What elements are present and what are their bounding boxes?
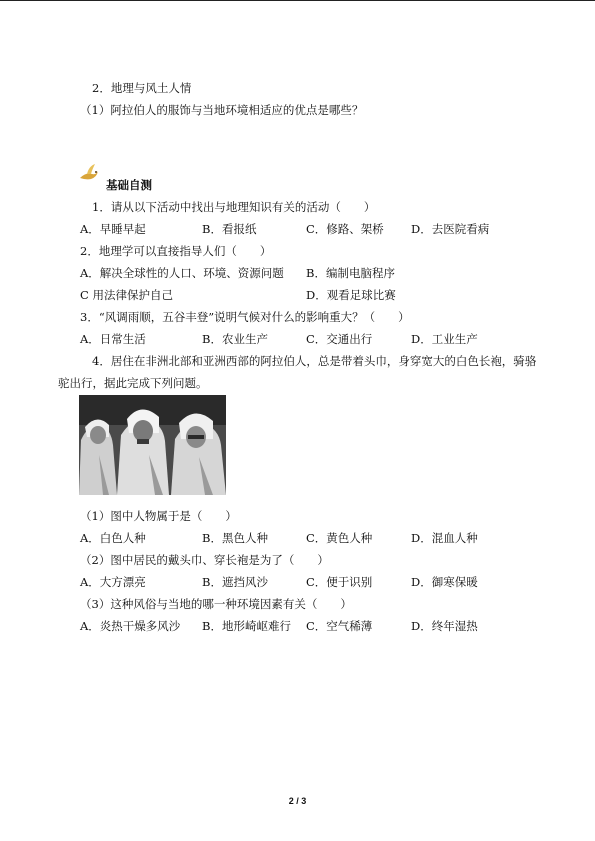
question-4-sub-2-stem: （2）图中居民的戴头巾、穿长袍是为了（ ） [80, 553, 329, 567]
question-4-sub-3-option-c: C．空气稀薄 [306, 619, 373, 633]
question-4-stem-line-2: 驼出行，据此完成下列问题。 [58, 376, 208, 390]
question-4-sub-1-option-b: B．黑色人种 [202, 531, 268, 545]
question-4-sub-3-option-a: A．炎热干燥多风沙 [80, 619, 181, 633]
question-4-sub-2-option-d: D．御寒保暖 [411, 575, 478, 589]
question-4-sub-1-option-a: A．白色人种 [80, 531, 146, 545]
question-1-stem: 1．请从以下活动中找出与地理知识有关的活动（ ） [92, 200, 376, 214]
arab-men-photo [79, 395, 226, 495]
question-4-sub-3-option-d: D．终年湿热 [411, 619, 478, 633]
question-4-sub-3-stem: （3）这种风俗与当地的哪一种环境因素有关（ ） [80, 597, 352, 611]
basic-self-test-heading: 基础自测 [106, 178, 152, 192]
question-4-sub-1-option-d: D．混血人种 [411, 531, 478, 545]
question-1-option-b: B．看报纸 [202, 222, 257, 236]
question-4-stem-line-1: 4．居住在非洲北部和亚洲西部的阿拉伯人，总是带着头巾，身穿宽大的白色长袍，骑骆 [92, 354, 537, 368]
bird-icon [78, 162, 100, 184]
question-1-option-d: D．去医院看病 [411, 222, 490, 236]
question-4-sub-2-option-b: B．遮挡风沙 [202, 575, 268, 589]
section2-question-1: （1）阿拉伯人的服饰与当地环境相适应的优点是哪些？ [80, 103, 364, 117]
question-3-stem: 3．“风调雨顺，五谷丰登”说明气候对什么的影响重大？（ ） [80, 310, 410, 324]
question-2-option-a: A．解决全球性的人口、环境、资源问题 [80, 266, 284, 280]
question-1-option-c: C．修路、架桥 [306, 222, 384, 236]
question-4-sub-1-option-c: C．黄色人种 [306, 531, 373, 545]
question-3-option-a: A．日常生活 [80, 332, 146, 346]
question-2-stem: 2．地理学可以直接指导人们（ ） [80, 244, 272, 258]
section2-title: 2．地理与风土人情 [92, 81, 192, 95]
question-3-option-b: B．农业生产 [202, 332, 268, 346]
header-rule [0, 0, 595, 1]
question-4-sub-2-option-a: A．大方漂亮 [80, 575, 146, 589]
question-2-option-d: D．观看足球比赛 [306, 288, 396, 302]
question-2-option-b: B．编制电脑程序 [306, 266, 395, 280]
question-4-sub-3-option-b: B．地形崎岖难行 [202, 619, 291, 633]
question-1-option-a: A．早睡早起 [80, 222, 146, 236]
question-3-option-d: D．工业生产 [411, 332, 478, 346]
page-number: 2 / 3 [288, 796, 307, 806]
question-3-option-c: C．交通出行 [306, 332, 373, 346]
question-2-option-c: C 用法律保护自己 [80, 288, 173, 302]
question-4-sub-1-stem: （1）图中人物属于是（ ） [80, 509, 237, 523]
question-4-sub-2-option-c: C．便于识别 [306, 575, 373, 589]
